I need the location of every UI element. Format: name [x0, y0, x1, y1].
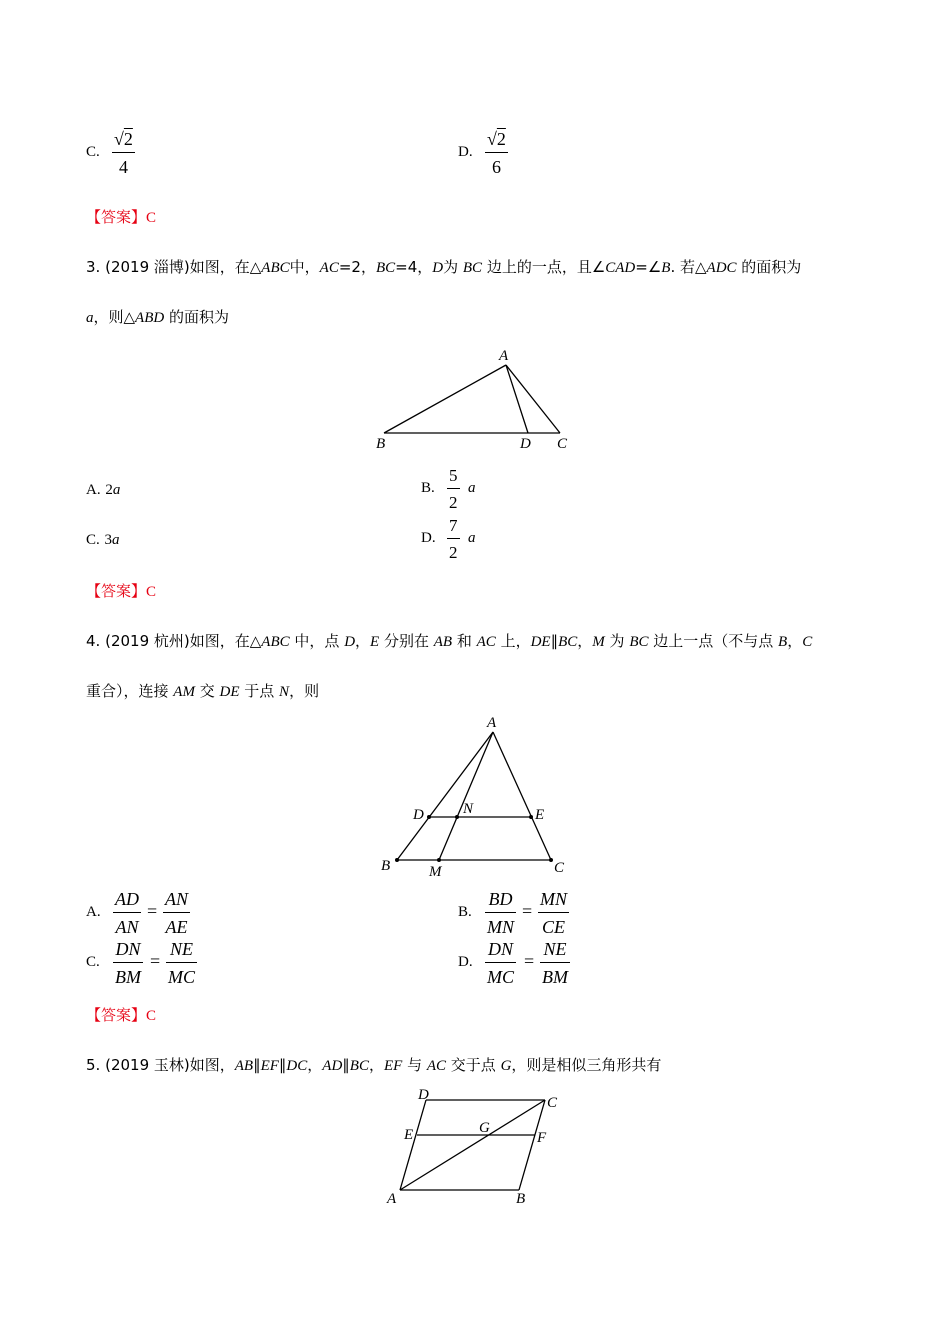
q5-stem-line1: 5. (2019 玉林)如图，AB∥EF∥DC，AD∥BC，EF 与 AC 交于点 G，则是相似三角形共有	[86, 1056, 662, 1074]
point-c	[549, 858, 553, 862]
point-label-b: B	[376, 436, 386, 452]
point-label-a: A	[387, 1191, 397, 1207]
point-label-n: N	[463, 801, 474, 817]
q4-option-a-left: AD AN	[115, 889, 139, 937]
point-label-e: E	[404, 1127, 414, 1143]
q2-option-d-label: D.	[458, 144, 473, 160]
q4-option-b-right: MN CE	[540, 889, 567, 937]
q2-answer	[86, 206, 156, 227]
fraction-bar	[112, 152, 135, 153]
question-source: (2019 淄博)	[105, 258, 190, 276]
point-label-c: C	[547, 1095, 558, 1111]
point-label-m: M	[429, 864, 442, 880]
point-label-e: E	[535, 807, 545, 823]
point-label-d: D	[418, 1087, 429, 1103]
point-e	[529, 815, 533, 819]
q2-option-c-fraction	[112, 130, 135, 176]
q4-option-b-label: B.	[458, 904, 472, 920]
q4-answer: 【答案】C	[86, 1006, 157, 1024]
q4-option-a-label: A.	[86, 904, 101, 920]
q4-option-c-label: C.	[86, 954, 100, 970]
equals-sign: =	[522, 901, 533, 921]
fraction-bar	[485, 152, 508, 153]
fraction-numerator: √2	[114, 129, 133, 149]
equals-sign: =	[150, 951, 161, 971]
q3-option-d-var: a	[468, 530, 476, 546]
point-label-b: B	[381, 858, 391, 874]
q3-option-d-fraction: 7 2	[449, 516, 458, 562]
point-label-f: F	[537, 1130, 547, 1146]
q3-triangle-figure	[370, 345, 580, 455]
q3-answer: 【答案】C	[86, 582, 157, 600]
q2-option-d-fraction	[485, 130, 508, 176]
question-number: 3.	[86, 258, 101, 276]
q3-option-c: C. 3a	[86, 532, 120, 548]
answer-label: 【答案】	[86, 208, 147, 226]
point-label-b: B	[516, 1191, 526, 1207]
segment-ab	[384, 365, 506, 433]
point-label-d: D	[413, 807, 424, 823]
point-m	[437, 858, 441, 862]
q3-option-b-var: a	[468, 480, 476, 496]
q4-triangle-figure	[375, 712, 575, 882]
point-label-a: A	[487, 715, 497, 731]
q4-option-d-left: DN MC	[487, 939, 514, 987]
q3-option-d-label: D.	[421, 530, 436, 546]
fraction-denominator: 4	[118, 157, 128, 177]
fraction-denominator: 6	[491, 157, 501, 177]
answer-value: C	[146, 210, 157, 226]
q3-stem-line2: a，则△ABD 的面积为	[86, 308, 229, 326]
point-label-c: C	[557, 436, 568, 452]
q3-option-a: A. 2a	[86, 482, 121, 498]
equals-sign: =	[147, 901, 158, 921]
q3-stem-line1: 3. (2019 淄博)如图，在△ABC中，AC=2，BC=4，D为 BC 边上的一点，且∠CAD=∠B. 若△ADC 的面积为	[86, 258, 802, 276]
q4-option-d-label: D.	[458, 954, 473, 970]
point-label-d: D	[520, 436, 531, 452]
q4-option-c-right: NE MC	[168, 939, 195, 987]
segment-ac	[493, 732, 551, 860]
point-d	[427, 815, 431, 819]
segment-ad	[506, 365, 528, 433]
fraction-numerator: √2	[487, 129, 506, 149]
q4-stem-line2: 重合），连接 AM 交 DE 于点 N，则	[86, 682, 320, 700]
q2-option-c-label: C.	[86, 144, 100, 160]
q4-option-a-right: AN AE	[165, 889, 189, 937]
point-n	[455, 815, 459, 819]
q4-option-b-left: BD MN	[487, 889, 514, 937]
q4-stem-line1: 4. (2019 杭州)如图，在△ABC 中，点 D，E 分别在 AB 和 AC 上，DE∥BC，M 为 BC 边上一点（不与点 B，C	[86, 632, 813, 650]
point-b	[395, 858, 399, 862]
equals-sign: =	[524, 951, 535, 971]
q4-option-c-left: DN BM	[115, 939, 141, 987]
point-label-g: G	[479, 1120, 490, 1136]
q3-option-b-fraction: 5 2	[449, 466, 458, 512]
q3-option-b-label: B.	[421, 480, 435, 496]
segment-ac	[506, 365, 560, 433]
q5-parallelogram-figure	[380, 1085, 570, 1210]
segment-am	[439, 732, 493, 860]
segment-ab	[397, 732, 493, 860]
q4-option-d-right: NE BM	[542, 939, 568, 987]
point-label-c: C	[554, 860, 565, 876]
point-label-a: A	[499, 348, 509, 364]
